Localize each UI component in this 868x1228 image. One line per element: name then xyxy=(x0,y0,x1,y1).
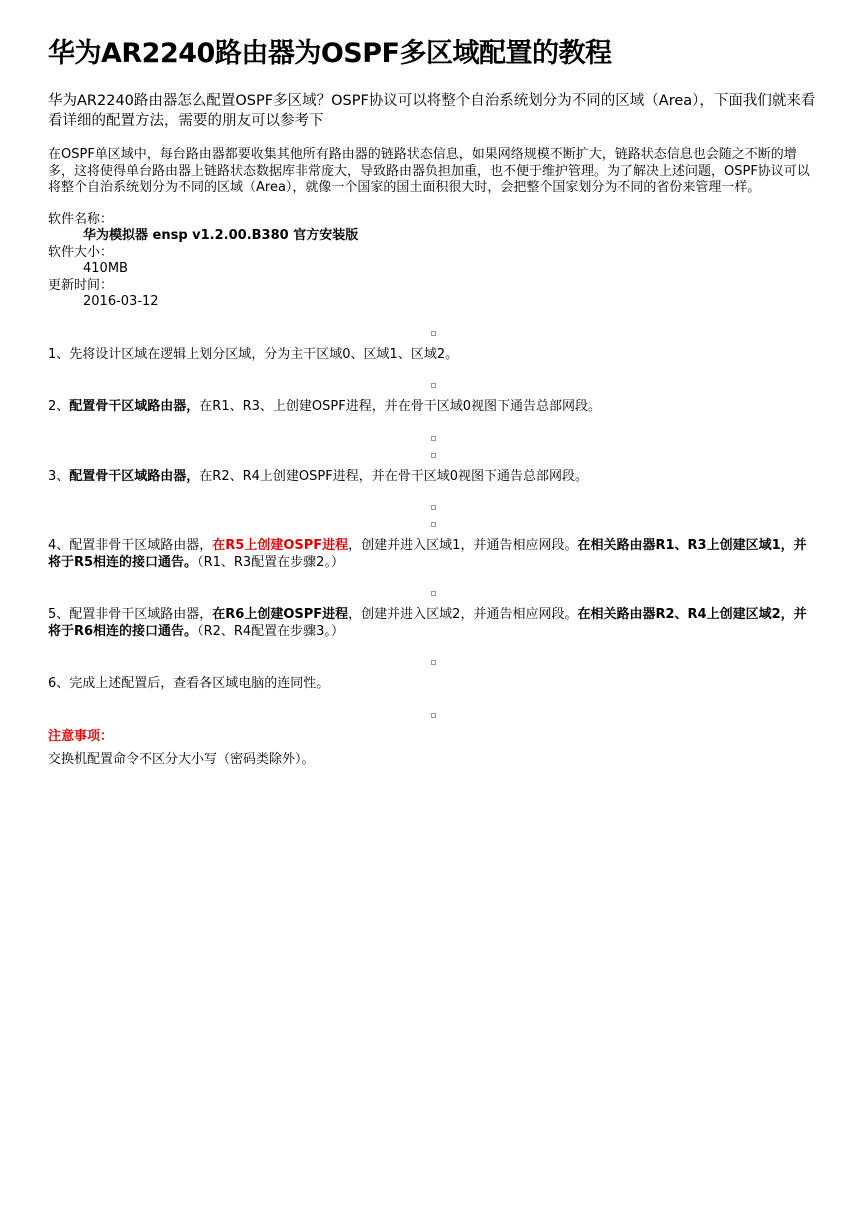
software-name-label: 软件名称： xyxy=(48,211,114,227)
step-2-heading: 配置骨干区域路由器， xyxy=(69,399,200,414)
step-4-bold: 在相关路由器R1、R3上创建区域1，并将于R5相连的接口通告。 xyxy=(48,538,807,570)
image-placeholder xyxy=(431,383,436,388)
step-2 xyxy=(48,399,818,416)
step-5-tail: （R2、R4配置在步骤3。） xyxy=(197,623,344,639)
step-5-bold-2: 在相关路由器R2、R4上创建区域2，并将于R6相连的接口通告。 xyxy=(48,607,807,639)
step-5 xyxy=(48,607,818,640)
step-6: 6、完成上述配置后，查看各区域电脑的连同性。 xyxy=(48,676,330,691)
software-name-link[interactable]: 华为模拟器 ensp v1.2.00.B380 官方安装版 xyxy=(83,228,359,243)
software-size-value: 410MB xyxy=(83,261,128,276)
image-placeholder xyxy=(431,505,436,510)
step-5-prefix: 5、配置非骨干区域路由器， xyxy=(48,607,213,622)
article xyxy=(48,34,818,769)
article-summary: 华为AR2240路由器怎么配置OSPF多区域？OSPF协议可以将整个自治系统划分为不同的区域（Area），下面我们就来看看详细的配置方法，需要的朋友可以参考下 xyxy=(48,93,816,129)
step-4-prefix: 4、配置非骨干区域路由器， xyxy=(48,538,213,553)
step-3-text: 在R2、R4上创建OSPF进程，并在骨干区域0视图下通告总部网段。 xyxy=(199,468,588,484)
page-title: 华为AR2240路由器为OSPF多区域配置的教程 xyxy=(48,38,612,69)
step-5-bold-1: 在R6上创建OSPF进程 xyxy=(212,607,349,622)
update-time-value: 2016-03-12 xyxy=(83,294,159,309)
step-4-tail: （R1、R3配置在步骤2。） xyxy=(197,554,344,570)
note-title: 注意事项： xyxy=(48,728,114,744)
step-3-number: 3、 xyxy=(48,468,70,484)
step-3 xyxy=(48,469,818,486)
step-2-number: 2、 xyxy=(48,399,70,414)
image-placeholder xyxy=(431,331,436,336)
update-time-label: 更新时间： xyxy=(48,277,114,293)
software-size-label: 软件大小： xyxy=(48,244,114,260)
note-body: 交换机配置命令不区分大小写（密码类除外）。 xyxy=(48,752,315,767)
intro-paragraph: 在OSPF单区域中，每台路由器都要收集其他所有路由器的链路状态信息，如果网络规模不断扩大，链路状态信息也会随之不断的增多，这将使得单台路由器上链路状态数据库非常庞大，导致路由器负担加重，也不便于维护管理。为了解决上述问题，OSPF协议可以将整个自治系统划分为不同的区域（Area），就像一个国家的国土面积很大时，会把整个国家划分为不同的省份来管理一样。 xyxy=(48,147,810,195)
step-4-text: ，创建并进入区域1，并通告相应网段。 xyxy=(348,538,578,553)
step-4-highlight: 在R5上创建OSPF进程 xyxy=(212,538,349,553)
step-1: 1、先将设计区域在逻辑上划分区域，分为主干区域0、区域1、区域2。 xyxy=(48,346,459,362)
step-5-text: ，创建并进入区域2，并通告相应网段。 xyxy=(348,607,578,622)
software-info xyxy=(48,212,818,311)
step-3-heading: 配置骨干区域路由器， xyxy=(69,468,200,484)
step-4 xyxy=(48,538,818,571)
image-placeholder xyxy=(431,591,436,596)
image-placeholder xyxy=(431,522,436,527)
image-placeholder xyxy=(431,660,436,665)
image-placeholder xyxy=(431,713,436,718)
image-placeholder xyxy=(431,436,436,441)
image-placeholder xyxy=(431,453,436,458)
step-2-text: 在R1、R3、上创建OSPF进程，并在骨干区域0视图下通告总部网段。 xyxy=(199,399,601,414)
